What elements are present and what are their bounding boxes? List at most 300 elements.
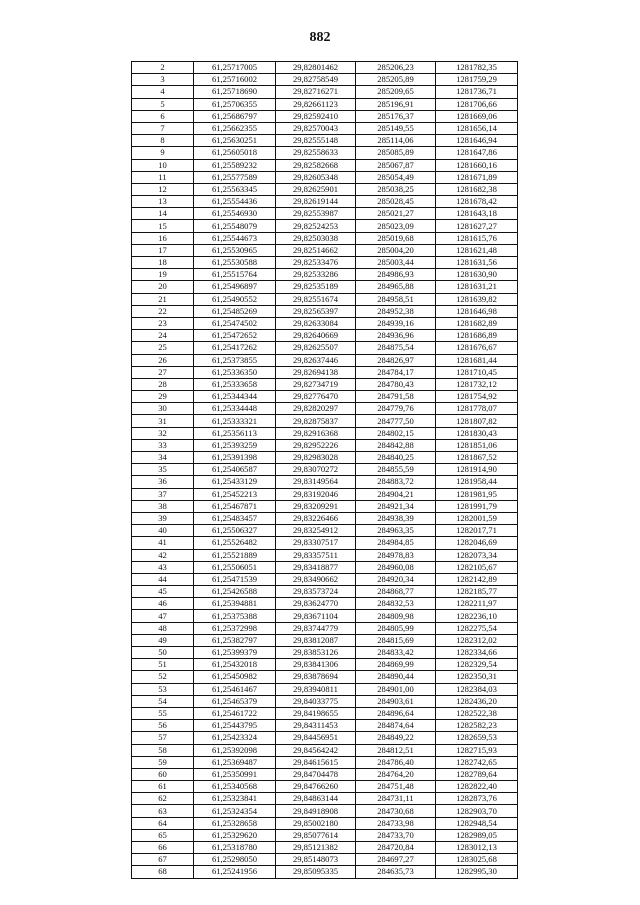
point-number-cell: 64 xyxy=(132,817,194,829)
x-coordinate-cell: 285176,37 xyxy=(356,110,436,122)
longitude-cell: 29,83070272 xyxy=(276,464,356,476)
table-row xyxy=(132,549,518,561)
table-row xyxy=(132,829,518,841)
y-coordinate-cell: 1282995,30 xyxy=(436,866,518,878)
latitude-cell: 61,25450982 xyxy=(194,671,276,683)
longitude-cell: 29,83624770 xyxy=(276,598,356,610)
table-row xyxy=(132,86,518,98)
latitude-cell: 61,25350991 xyxy=(194,768,276,780)
longitude-cell: 29,83841306 xyxy=(276,659,356,671)
longitude-cell: 29,84198655 xyxy=(276,707,356,719)
y-coordinate-cell: 1281759,29 xyxy=(436,74,518,86)
point-number-cell: 20 xyxy=(132,281,194,293)
latitude-cell: 61,25344344 xyxy=(194,391,276,403)
x-coordinate-cell: 284697,27 xyxy=(356,854,436,866)
latitude-cell: 61,25662355 xyxy=(194,122,276,134)
y-coordinate-cell: 1281830,43 xyxy=(436,427,518,439)
latitude-cell: 61,25506327 xyxy=(194,525,276,537)
longitude-cell: 29,85121382 xyxy=(276,842,356,854)
y-coordinate-cell: 1281631,21 xyxy=(436,281,518,293)
point-number-cell: 42 xyxy=(132,549,194,561)
x-coordinate-cell: 284883,72 xyxy=(356,476,436,488)
table-row xyxy=(132,561,518,573)
longitude-cell: 29,83209291 xyxy=(276,500,356,512)
table-row xyxy=(132,354,518,366)
table-row xyxy=(132,744,518,756)
x-coordinate-cell: 284978,83 xyxy=(356,549,436,561)
x-coordinate-cell: 284855,59 xyxy=(356,464,436,476)
x-coordinate-cell: 284805,99 xyxy=(356,622,436,634)
latitude-cell: 61,25461467 xyxy=(194,683,276,695)
point-number-cell: 4 xyxy=(132,86,194,98)
y-coordinate-cell: 1283025,68 xyxy=(436,854,518,866)
table-row xyxy=(132,281,518,293)
point-number-cell: 24 xyxy=(132,330,194,342)
x-coordinate-cell: 285067,87 xyxy=(356,159,436,171)
longitude-cell: 29,84033775 xyxy=(276,695,356,707)
x-coordinate-cell: 284733,70 xyxy=(356,829,436,841)
table-row xyxy=(132,171,518,183)
point-number-cell: 9 xyxy=(132,147,194,159)
longitude-cell: 29,83192046 xyxy=(276,488,356,500)
latitude-cell: 61,25369487 xyxy=(194,756,276,768)
table-row xyxy=(132,415,518,427)
latitude-cell: 61,25521889 xyxy=(194,549,276,561)
point-number-cell: 30 xyxy=(132,403,194,415)
latitude-cell: 61,25391398 xyxy=(194,452,276,464)
latitude-cell: 61,25485269 xyxy=(194,305,276,317)
x-coordinate-cell: 285205,89 xyxy=(356,74,436,86)
table-row xyxy=(132,110,518,122)
point-number-cell: 15 xyxy=(132,220,194,232)
y-coordinate-cell: 1281807,82 xyxy=(436,415,518,427)
longitude-cell: 29,82916368 xyxy=(276,427,356,439)
point-number-cell: 65 xyxy=(132,829,194,841)
table-row xyxy=(132,427,518,439)
y-coordinate-cell: 1282211,97 xyxy=(436,598,518,610)
longitude-cell: 29,82565397 xyxy=(276,305,356,317)
longitude-cell: 29,82820297 xyxy=(276,403,356,415)
longitude-cell: 29,82875837 xyxy=(276,415,356,427)
y-coordinate-cell: 1282236,10 xyxy=(436,610,518,622)
y-coordinate-cell: 1281681,44 xyxy=(436,354,518,366)
point-number-cell: 45 xyxy=(132,586,194,598)
table-row xyxy=(132,732,518,744)
y-coordinate-cell: 1282312,02 xyxy=(436,634,518,646)
x-coordinate-cell: 284730,68 xyxy=(356,805,436,817)
longitude-cell: 29,82734719 xyxy=(276,378,356,390)
x-coordinate-cell: 284960,08 xyxy=(356,561,436,573)
point-number-cell: 3 xyxy=(132,74,194,86)
table-row xyxy=(132,220,518,232)
x-coordinate-cell: 284869,99 xyxy=(356,659,436,671)
table-row xyxy=(132,598,518,610)
longitude-cell: 29,83490662 xyxy=(276,573,356,585)
table-row xyxy=(132,208,518,220)
y-coordinate-cell: 1281686,89 xyxy=(436,330,518,342)
x-coordinate-cell: 285004,20 xyxy=(356,244,436,256)
x-coordinate-cell: 285054,49 xyxy=(356,171,436,183)
x-coordinate-cell: 285019,68 xyxy=(356,232,436,244)
latitude-cell: 61,25686797 xyxy=(194,110,276,122)
x-coordinate-cell: 284936,96 xyxy=(356,330,436,342)
y-coordinate-cell: 1281991,79 xyxy=(436,500,518,512)
longitude-cell: 29,84564242 xyxy=(276,744,356,756)
point-number-cell: 63 xyxy=(132,805,194,817)
x-coordinate-cell: 284802,15 xyxy=(356,427,436,439)
latitude-cell: 61,25334448 xyxy=(194,403,276,415)
x-coordinate-cell: 284842,88 xyxy=(356,439,436,451)
point-number-cell: 39 xyxy=(132,512,194,524)
x-coordinate-cell: 285149,55 xyxy=(356,122,436,134)
table-row xyxy=(132,805,518,817)
x-coordinate-cell: 285023,09 xyxy=(356,220,436,232)
point-number-cell: 16 xyxy=(132,232,194,244)
longitude-cell: 29,82619144 xyxy=(276,196,356,208)
latitude-cell: 61,25718690 xyxy=(194,86,276,98)
y-coordinate-cell: 1281958,44 xyxy=(436,476,518,488)
x-coordinate-cell: 284868,77 xyxy=(356,586,436,598)
x-coordinate-cell: 284938,39 xyxy=(356,512,436,524)
longitude-cell: 29,85095335 xyxy=(276,866,356,878)
y-coordinate-cell: 1281914,90 xyxy=(436,464,518,476)
latitude-cell: 61,25474502 xyxy=(194,317,276,329)
table-row xyxy=(132,512,518,524)
latitude-cell: 61,25467871 xyxy=(194,500,276,512)
longitude-cell: 29,82524253 xyxy=(276,220,356,232)
longitude-cell: 29,83671104 xyxy=(276,610,356,622)
table-row xyxy=(132,232,518,244)
point-number-cell: 10 xyxy=(132,159,194,171)
y-coordinate-cell: 1281615,76 xyxy=(436,232,518,244)
longitude-cell: 29,83254912 xyxy=(276,525,356,537)
longitude-cell: 29,83573724 xyxy=(276,586,356,598)
y-coordinate-cell: 1282903,70 xyxy=(436,805,518,817)
point-number-cell: 43 xyxy=(132,561,194,573)
table-row xyxy=(132,476,518,488)
longitude-cell: 29,85077614 xyxy=(276,829,356,841)
y-coordinate-cell: 1281676,67 xyxy=(436,342,518,354)
point-number-cell: 26 xyxy=(132,354,194,366)
table-row xyxy=(132,62,518,74)
longitude-cell: 29,82637446 xyxy=(276,354,356,366)
point-number-cell: 14 xyxy=(132,208,194,220)
y-coordinate-cell: 1282822,40 xyxy=(436,781,518,793)
longitude-cell: 29,82716271 xyxy=(276,86,356,98)
y-coordinate-cell: 1282582,23 xyxy=(436,720,518,732)
point-number-cell: 57 xyxy=(132,732,194,744)
table-row xyxy=(132,500,518,512)
latitude-cell: 61,25605018 xyxy=(194,147,276,159)
table-row xyxy=(132,683,518,695)
latitude-cell: 61,25530965 xyxy=(194,244,276,256)
longitude-cell: 29,82758549 xyxy=(276,74,356,86)
table-row xyxy=(132,622,518,634)
table-row xyxy=(132,817,518,829)
point-number-cell: 32 xyxy=(132,427,194,439)
x-coordinate-cell: 284833,42 xyxy=(356,647,436,659)
point-number-cell: 34 xyxy=(132,452,194,464)
table-row xyxy=(132,257,518,269)
table-row xyxy=(132,74,518,86)
table-row xyxy=(132,866,518,878)
table-row xyxy=(132,244,518,256)
y-coordinate-cell: 1281671,89 xyxy=(436,171,518,183)
longitude-cell: 29,82533286 xyxy=(276,269,356,281)
point-number-cell: 7 xyxy=(132,122,194,134)
table-row xyxy=(132,98,518,110)
y-coordinate-cell: 1281631,56 xyxy=(436,257,518,269)
y-coordinate-cell: 1282329,54 xyxy=(436,659,518,671)
point-number-cell: 36 xyxy=(132,476,194,488)
point-number-cell: 21 xyxy=(132,293,194,305)
longitude-cell: 29,82776470 xyxy=(276,391,356,403)
latitude-cell: 61,25324354 xyxy=(194,805,276,817)
longitude-cell: 29,82694138 xyxy=(276,366,356,378)
longitude-cell: 29,85002180 xyxy=(276,817,356,829)
table-row xyxy=(132,659,518,671)
y-coordinate-cell: 1281851,06 xyxy=(436,439,518,451)
x-coordinate-cell: 285003,44 xyxy=(356,257,436,269)
y-coordinate-cell: 1282046,69 xyxy=(436,537,518,549)
longitude-cell: 29,82605348 xyxy=(276,171,356,183)
latitude-cell: 61,25577589 xyxy=(194,171,276,183)
x-coordinate-cell: 285021,27 xyxy=(356,208,436,220)
x-coordinate-cell: 284791,58 xyxy=(356,391,436,403)
longitude-cell: 29,82633084 xyxy=(276,317,356,329)
x-coordinate-cell: 284901,00 xyxy=(356,683,436,695)
latitude-cell: 61,25382797 xyxy=(194,634,276,646)
y-coordinate-cell: 1281646,94 xyxy=(436,135,518,147)
table-row xyxy=(132,269,518,281)
point-number-cell: 35 xyxy=(132,464,194,476)
latitude-cell: 61,25329620 xyxy=(194,829,276,841)
y-coordinate-cell: 1281643,18 xyxy=(436,208,518,220)
table-row xyxy=(132,183,518,195)
x-coordinate-cell: 285114,06 xyxy=(356,135,436,147)
longitude-cell: 29,84704478 xyxy=(276,768,356,780)
y-coordinate-cell: 1282436,20 xyxy=(436,695,518,707)
y-coordinate-cell: 1282073,34 xyxy=(436,549,518,561)
point-number-cell: 13 xyxy=(132,196,194,208)
point-number-cell: 41 xyxy=(132,537,194,549)
latitude-cell: 61,25375388 xyxy=(194,610,276,622)
x-coordinate-cell: 284720,84 xyxy=(356,842,436,854)
y-coordinate-cell: 1281706,66 xyxy=(436,98,518,110)
latitude-cell: 61,25483457 xyxy=(194,512,276,524)
longitude-cell: 29,83418877 xyxy=(276,561,356,573)
table-row xyxy=(132,525,518,537)
latitude-cell: 61,25452213 xyxy=(194,488,276,500)
latitude-cell: 61,25433129 xyxy=(194,476,276,488)
x-coordinate-cell: 284903,61 xyxy=(356,695,436,707)
point-number-cell: 61 xyxy=(132,781,194,793)
y-coordinate-cell: 1282350,31 xyxy=(436,671,518,683)
point-number-cell: 6 xyxy=(132,110,194,122)
point-number-cell: 22 xyxy=(132,305,194,317)
x-coordinate-cell: 285206,23 xyxy=(356,62,436,74)
latitude-cell: 61,25356113 xyxy=(194,427,276,439)
x-coordinate-cell: 284920,34 xyxy=(356,573,436,585)
y-coordinate-cell: 1282742,65 xyxy=(436,756,518,768)
latitude-cell: 61,25318780 xyxy=(194,842,276,854)
longitude-cell: 29,84863144 xyxy=(276,793,356,805)
y-coordinate-cell: 1281682,38 xyxy=(436,183,518,195)
point-number-cell: 8 xyxy=(132,135,194,147)
point-number-cell: 5 xyxy=(132,98,194,110)
point-number-cell: 62 xyxy=(132,793,194,805)
table-row xyxy=(132,464,518,476)
y-coordinate-cell: 1282001,59 xyxy=(436,512,518,524)
point-number-cell: 67 xyxy=(132,854,194,866)
latitude-cell: 61,25490552 xyxy=(194,293,276,305)
table-row xyxy=(132,317,518,329)
x-coordinate-cell: 284939,16 xyxy=(356,317,436,329)
point-number-cell: 56 xyxy=(132,720,194,732)
table-row xyxy=(132,720,518,732)
y-coordinate-cell: 1281656,14 xyxy=(436,122,518,134)
table-row xyxy=(132,842,518,854)
table-row xyxy=(132,707,518,719)
longitude-cell: 29,82801462 xyxy=(276,62,356,74)
point-number-cell: 66 xyxy=(132,842,194,854)
x-coordinate-cell: 284875,54 xyxy=(356,342,436,354)
latitude-cell: 61,25336350 xyxy=(194,366,276,378)
point-number-cell: 47 xyxy=(132,610,194,622)
longitude-cell: 29,84918908 xyxy=(276,805,356,817)
point-number-cell: 59 xyxy=(132,756,194,768)
table-row xyxy=(132,147,518,159)
y-coordinate-cell: 1281981,95 xyxy=(436,488,518,500)
latitude-cell: 61,25372998 xyxy=(194,622,276,634)
x-coordinate-cell: 284984,85 xyxy=(356,537,436,549)
latitude-cell: 61,25328658 xyxy=(194,817,276,829)
table-row xyxy=(132,439,518,451)
table-row xyxy=(132,366,518,378)
y-coordinate-cell: 1281647,86 xyxy=(436,147,518,159)
latitude-cell: 61,25526482 xyxy=(194,537,276,549)
longitude-cell: 29,82952226 xyxy=(276,439,356,451)
longitude-cell: 29,82640669 xyxy=(276,330,356,342)
x-coordinate-cell: 285028,45 xyxy=(356,196,436,208)
longitude-cell: 29,84456951 xyxy=(276,732,356,744)
latitude-cell: 61,25333658 xyxy=(194,378,276,390)
y-coordinate-cell: 1282142,89 xyxy=(436,573,518,585)
y-coordinate-cell: 1281646,98 xyxy=(436,305,518,317)
table-row xyxy=(132,293,518,305)
y-coordinate-cell: 1281778,07 xyxy=(436,403,518,415)
latitude-cell: 61,25506051 xyxy=(194,561,276,573)
table-row xyxy=(132,537,518,549)
point-number-cell: 60 xyxy=(132,768,194,780)
longitude-cell: 29,83307517 xyxy=(276,537,356,549)
y-coordinate-cell: 1281736,71 xyxy=(436,86,518,98)
point-number-cell: 29 xyxy=(132,391,194,403)
table-row xyxy=(132,330,518,342)
longitude-cell: 29,82555148 xyxy=(276,135,356,147)
x-coordinate-cell: 284733,98 xyxy=(356,817,436,829)
x-coordinate-cell: 284921,34 xyxy=(356,500,436,512)
longitude-cell: 29,82503038 xyxy=(276,232,356,244)
x-coordinate-cell: 284904,21 xyxy=(356,488,436,500)
table-row xyxy=(132,452,518,464)
x-coordinate-cell: 284777,50 xyxy=(356,415,436,427)
page-number: 882 xyxy=(309,30,331,45)
latitude-cell: 61,25417262 xyxy=(194,342,276,354)
y-coordinate-cell: 1281682,89 xyxy=(436,317,518,329)
y-coordinate-cell: 1282185,77 xyxy=(436,586,518,598)
point-number-cell: 49 xyxy=(132,634,194,646)
longitude-cell: 29,83226466 xyxy=(276,512,356,524)
coordinates-table xyxy=(131,61,518,879)
y-coordinate-cell: 1281627,27 xyxy=(436,220,518,232)
longitude-cell: 29,82553987 xyxy=(276,208,356,220)
y-coordinate-cell: 1281621,48 xyxy=(436,244,518,256)
point-number-cell: 52 xyxy=(132,671,194,683)
point-number-cell: 48 xyxy=(132,622,194,634)
x-coordinate-cell: 285085,89 xyxy=(356,147,436,159)
x-coordinate-cell: 284809,98 xyxy=(356,610,436,622)
point-number-cell: 2 xyxy=(132,62,194,74)
longitude-cell: 29,84311453 xyxy=(276,720,356,732)
x-coordinate-cell: 284784,17 xyxy=(356,366,436,378)
table-row xyxy=(132,342,518,354)
latitude-cell: 61,25426588 xyxy=(194,586,276,598)
table-row xyxy=(132,135,518,147)
longitude-cell: 29,82582668 xyxy=(276,159,356,171)
x-coordinate-cell: 284896,64 xyxy=(356,707,436,719)
point-number-cell: 17 xyxy=(132,244,194,256)
point-number-cell: 37 xyxy=(132,488,194,500)
point-number-cell: 11 xyxy=(132,171,194,183)
y-coordinate-cell: 1282384,03 xyxy=(436,683,518,695)
table-row xyxy=(132,403,518,415)
y-coordinate-cell: 1282659,53 xyxy=(436,732,518,744)
latitude-cell: 61,25461722 xyxy=(194,707,276,719)
y-coordinate-cell: 1282873,76 xyxy=(436,793,518,805)
latitude-cell: 61,25496897 xyxy=(194,281,276,293)
point-number-cell: 51 xyxy=(132,659,194,671)
x-coordinate-cell: 284958,51 xyxy=(356,293,436,305)
point-number-cell: 28 xyxy=(132,378,194,390)
latitude-cell: 61,25392098 xyxy=(194,744,276,756)
longitude-cell: 29,82592410 xyxy=(276,110,356,122)
table-row xyxy=(132,391,518,403)
latitude-cell: 61,25340568 xyxy=(194,781,276,793)
latitude-cell: 61,25465379 xyxy=(194,695,276,707)
latitude-cell: 61,25399379 xyxy=(194,647,276,659)
latitude-cell: 61,25406587 xyxy=(194,464,276,476)
table-row xyxy=(132,573,518,585)
x-coordinate-cell: 284751,48 xyxy=(356,781,436,793)
latitude-cell: 61,25706355 xyxy=(194,98,276,110)
table-row xyxy=(132,768,518,780)
x-coordinate-cell: 284780,43 xyxy=(356,378,436,390)
y-coordinate-cell: 1282989,05 xyxy=(436,829,518,841)
table-row xyxy=(132,159,518,171)
x-coordinate-cell: 284832,53 xyxy=(356,598,436,610)
table-row xyxy=(132,671,518,683)
point-number-cell: 58 xyxy=(132,744,194,756)
latitude-cell: 61,25393259 xyxy=(194,439,276,451)
longitude-cell: 29,82514662 xyxy=(276,244,356,256)
point-number-cell: 31 xyxy=(132,415,194,427)
longitude-cell: 29,83878694 xyxy=(276,671,356,683)
y-coordinate-cell: 1282522,38 xyxy=(436,707,518,719)
longitude-cell: 29,83853126 xyxy=(276,647,356,659)
point-number-cell: 44 xyxy=(132,573,194,585)
x-coordinate-cell: 284952,38 xyxy=(356,305,436,317)
